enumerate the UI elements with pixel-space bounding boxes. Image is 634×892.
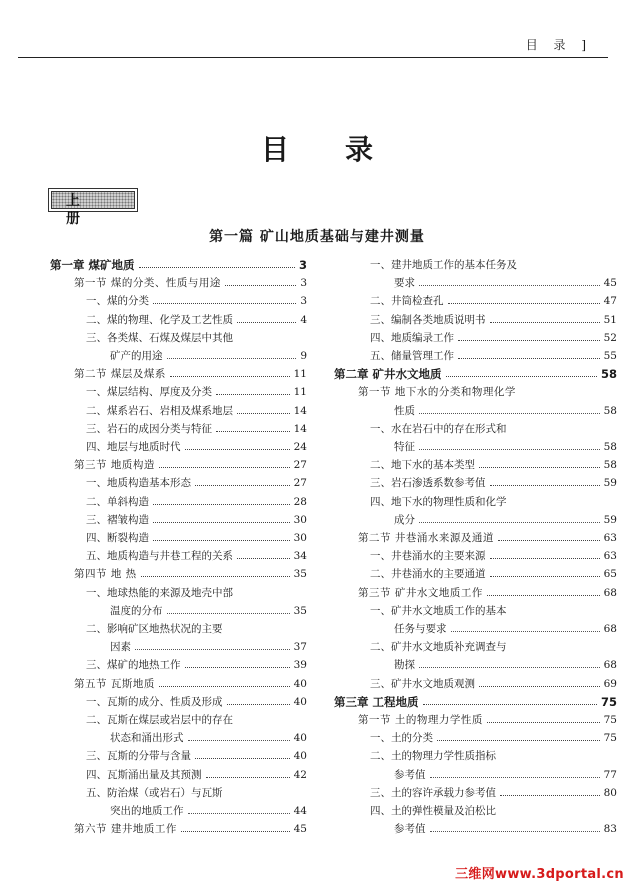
toc-item: 四、地下水的物理性质和化学 [370,495,507,508]
dot-leader [430,831,600,832]
dot-leader [458,340,600,341]
dot-leader [419,285,600,286]
toc-entry-title: 五、储量管理工作 [370,350,454,362]
toc-item [370,331,617,345]
part-title: 第一篇 矿山地质基础与建井测量 [209,229,425,245]
dot-leader [237,558,290,559]
toc-item-continuation [110,731,307,745]
toc-page-number: 83 [603,823,617,836]
toc-item [370,294,617,308]
dot-leader [237,322,296,323]
toc-item: 二、土的物理力学性质指标 [370,750,496,763]
toc-item: 二、影响矿区地热状况的主要 [86,623,223,635]
toc-page-number: 3 [298,258,307,272]
toc-page-number: 40 [293,695,307,708]
dot-leader [135,649,290,650]
toc-page-number: 37 [293,641,307,654]
toc-entry-title: 二、单斜构造 [86,495,149,508]
dot-leader [419,413,600,414]
dot-leader [487,595,600,596]
toc-page-number: 58 [603,404,617,417]
toc-page-number: 40 [293,677,307,690]
running-header [18,36,622,58]
toc-item: 一、水在岩石中的存在形式和 [370,422,507,435]
toc-page-number: 58 [600,367,617,382]
dot-leader [167,613,290,614]
dot-leader [458,358,600,359]
toc-item-continuation [394,768,617,782]
toc-entry-title: 参考值 [394,768,426,781]
dot-leader [139,267,295,268]
toc-item-continuation [394,513,617,527]
dot-leader [423,704,597,705]
toc-entry-title: 二、煤的物理、化学及工艺性质 [86,313,233,326]
toc-item [86,313,307,327]
toc-page-number: 11 [293,386,307,399]
toc-item [86,385,307,399]
toc-section [74,567,307,581]
toc-page-number: 3 [300,295,307,308]
toc-page-number: 35 [293,604,307,617]
toc-item [86,531,307,545]
toc-entry-title: 特征 [394,441,415,453]
toc-entry-title: 任务与要求 [394,623,447,635]
toc-entry-title: 一、煤层结构、厚度及分类 [86,386,212,399]
toc-item [370,549,617,563]
toc-item-continuation [394,822,617,836]
toc-item [370,313,617,327]
toc-entry-title: 成分 [394,513,415,526]
toc-page-number: 59 [603,513,617,526]
toc-entry-title: 一、地质构造基本形态 [86,477,191,490]
toc-entry-title: 勘探 [394,659,415,672]
toc-item [370,677,617,691]
toc-entry-title: 三、编制各类地质说明书 [370,313,486,326]
dot-leader [500,795,600,796]
toc-item [86,294,307,308]
dot-leader [479,467,600,468]
toc-page-number: 52 [603,331,617,344]
toc-page-number: 51 [603,313,617,326]
toc-page-number: 27 [293,459,307,472]
toc-entry-title: 三、岩石的成因分类与特征 [86,422,212,435]
dot-leader [206,777,290,778]
dot-leader [153,303,296,304]
toc-entry-title: 二、井筒检查孔 [370,295,444,308]
dot-leader [195,485,290,486]
dot-leader [153,522,290,523]
toc-page-number: 35 [293,568,307,581]
toc-entry-title: 二、地下水的基本类型 [370,459,475,472]
toc-item-continuation [110,604,307,618]
dot-leader [419,449,600,450]
toc-page-number: 24 [293,441,307,453]
toc-page-number: 69 [603,677,617,690]
toc-entry-title: 四、地质编录工作 [370,331,454,344]
toc-page-number: 68 [603,659,617,672]
dot-leader [237,413,290,414]
toc-entry-title: 第二节 煤层及煤系 [74,368,166,381]
toc-section [74,367,307,381]
dot-leader [185,667,290,668]
toc-entry-title: 一、煤的分类 [86,295,149,308]
dot-leader [227,704,290,705]
toc-item [370,567,617,581]
toc-item [86,513,307,527]
volume-label-box [48,188,138,227]
dot-leader [430,777,600,778]
toc-entry-title: 状态和涌出形式 [110,732,184,745]
toc-page-number: 42 [293,768,307,781]
toc-chapter [334,695,617,709]
toc-entry-title: 性质 [394,404,415,417]
toc-item: 一、矿井水文地质工作的基本 [370,604,507,617]
toc-page-number: 45 [293,823,307,836]
toc-entry-title: 突出的地质工作 [110,805,184,817]
dot-leader [437,740,600,741]
toc-section [74,677,307,691]
toc-page-number: 3 [300,277,307,290]
toc-item: 三、各类煤、石煤及煤层中其他 [86,331,233,344]
dot-leader [216,431,290,432]
toc-entry-title: 三、矿井水文地质观测 [370,677,475,690]
toc-item-continuation [110,349,307,363]
dot-leader [490,558,600,559]
toc-item-continuation [394,440,617,454]
toc-entry-title: 第二章 矿井水文地质 [334,367,442,382]
toc-item: 一、地球热能的来源及地壳中部 [86,586,233,599]
toc-page-number: 47 [603,295,617,308]
dot-leader [159,467,290,468]
toc-page-number: 80 [603,786,617,799]
dot-leader [225,285,296,286]
toc-page-number: 39 [293,659,307,672]
dot-leader [188,740,290,741]
toc-entry-title: 第五节 瓦斯地质 [74,677,155,690]
toc-entry-title: 一、井巷涌水的主要来源 [370,550,486,563]
toc-entry-title: 四、瓦斯涌出量及其预测 [86,768,202,781]
toc-page-number: 75 [603,732,617,745]
toc-section [358,586,617,600]
toc-page-number: 68 [603,623,617,635]
toc-entry-title: 三、瓦斯的分带与含量 [86,750,191,763]
toc-item: 四、土的弹性模量及泊松比 [370,805,496,817]
toc-item [370,476,617,490]
toc-entry-title: 要求 [394,277,415,290]
toc-item-continuation [394,276,617,290]
toc-item [86,549,307,563]
toc-entry-title: 三、土的容许承载力参考值 [370,786,496,799]
dot-leader [153,540,290,541]
dot-leader [490,485,600,486]
toc-item: 一、建井地质工作的基本任务及 [370,259,517,271]
toc-page-number: 75 [603,714,617,726]
toc-entry-title: 四、断裂构造 [86,532,149,544]
toc-section [74,276,307,290]
header-rule [18,57,608,58]
dot-leader [153,504,290,505]
toc-item [86,440,307,454]
toc-entry-title: 一、土的分类 [370,732,433,745]
toc-page-number: 58 [603,441,617,453]
toc-page-number: 63 [603,532,617,544]
toc-item [370,731,617,745]
toc-page-number: 65 [603,568,617,581]
toc-item [370,786,617,800]
dot-leader [490,576,600,577]
dot-leader [181,831,290,832]
toc-section [74,822,307,836]
toc-page-number: 30 [293,532,307,544]
dot-leader [188,813,290,814]
toc-entry-title: 第二节 井巷涌水来源及通道 [358,532,494,544]
toc-item: 五、防治煤（或岩石）与瓦斯 [86,786,223,799]
toc-section [358,531,617,545]
toc-page-number: 28 [293,495,307,508]
toc-page-number: 63 [603,550,617,563]
toc-entry-title: 参考值 [394,823,426,836]
toc-entry-title: 二、煤系岩石、岩相及煤系地层 [86,404,233,417]
toc-page-number: 34 [293,550,307,563]
toc-entry-title: 第三章 工程地质 [334,694,419,709]
toc-entry-title: 四、地层与地质时代 [86,441,181,453]
dot-leader [419,522,600,523]
toc-entry-title: 第四节 地 热 [74,568,137,581]
toc-entry-title: 第一章 煤矿地质 [50,258,135,272]
toc-entry-title: 三、岩石渗透系数参考值 [370,477,486,490]
dot-leader [479,686,600,687]
toc-item-continuation [110,804,307,818]
toc-entry-title: 三、煤矿的地热工作 [86,659,181,672]
toc-item: 二、瓦斯在煤层或岩层中的存在 [86,714,233,726]
toc-entry-title: 第一节 土的物理力学性质 [358,714,483,726]
running-title: 目 录 ] [525,38,592,52]
dot-leader [498,540,600,541]
toc-page-number: 45 [603,277,617,290]
toc-page-number: 14 [293,422,307,435]
toc-page-number: 4 [300,313,307,326]
toc-item-continuation [394,622,617,636]
toc-item [370,458,617,472]
page-title: 目录 [260,133,429,166]
toc-page-number: 40 [293,750,307,763]
toc-item [86,495,307,509]
toc-entry-title: 第三节 地质构造 [74,459,155,472]
toc-page-number: 55 [603,350,617,362]
toc-page-number: 11 [293,368,307,381]
toc-item-continuation [110,640,307,654]
dot-leader [159,686,290,687]
dot-leader [451,631,600,632]
dot-leader [185,449,290,450]
toc-item [86,768,307,782]
toc-entry-title: 三、褶皱构造 [86,513,149,526]
toc-entry-title: 第六节 建井地质工作 [74,823,177,836]
toc-page-number: 9 [300,350,307,362]
toc-item-continuation [394,404,617,418]
toc-page-number: 14 [293,404,307,417]
toc-page-number: 40 [293,732,307,745]
toc-entry-title: 二、井巷涌水的主要通道 [370,568,486,581]
toc-entry-title: 因素 [110,641,131,654]
watermark: 三维网www.3dportal.cn [455,867,624,882]
toc-item [86,695,307,709]
toc-section [74,458,307,472]
dot-leader [487,722,600,723]
dot-leader [170,376,290,377]
toc-page-number: 77 [603,768,617,781]
toc-page-number: 30 [293,513,307,526]
toc-section: 第一节 地下水的分类和物理化学 [358,386,516,399]
volume-label: 上册 [51,191,135,209]
dot-leader [490,322,600,323]
toc-entry-title: 第三节 矿井水文地质工作 [358,586,483,599]
dot-leader [446,376,597,377]
toc-chapter [334,367,617,381]
toc-page-number: 44 [293,805,307,817]
toc-item [86,476,307,490]
toc-item [86,658,307,672]
toc-item [86,749,307,763]
toc-section [358,713,617,727]
dot-leader [141,576,290,577]
toc-page-number: 27 [293,477,307,490]
toc-chapter [50,258,307,272]
toc-entry-title: 矿产的用途 [110,350,163,362]
toc-item [86,422,307,436]
toc-item-continuation [394,658,617,672]
dot-leader [195,758,290,759]
toc-entry-title: 五、地质构造与井巷工程的关系 [86,550,233,563]
dot-leader [167,358,297,359]
toc-page-number: 58 [603,459,617,472]
toc-entry-title: 一、瓦斯的成分、性质及形成 [86,695,223,708]
toc-page-number: 75 [600,694,617,709]
toc-entry-title: 温度的分布 [110,604,163,617]
dot-leader [419,667,600,668]
dot-leader [448,303,600,304]
dot-leader [216,394,290,395]
toc-entry-title: 第一节 煤的分类、性质与用途 [74,277,221,290]
toc-item [86,404,307,418]
toc-page-number: 68 [603,586,617,599]
toc-item: 二、矿井水文地质补充调查与 [370,641,507,654]
toc-item [370,349,617,363]
toc-page-number: 59 [603,477,617,490]
